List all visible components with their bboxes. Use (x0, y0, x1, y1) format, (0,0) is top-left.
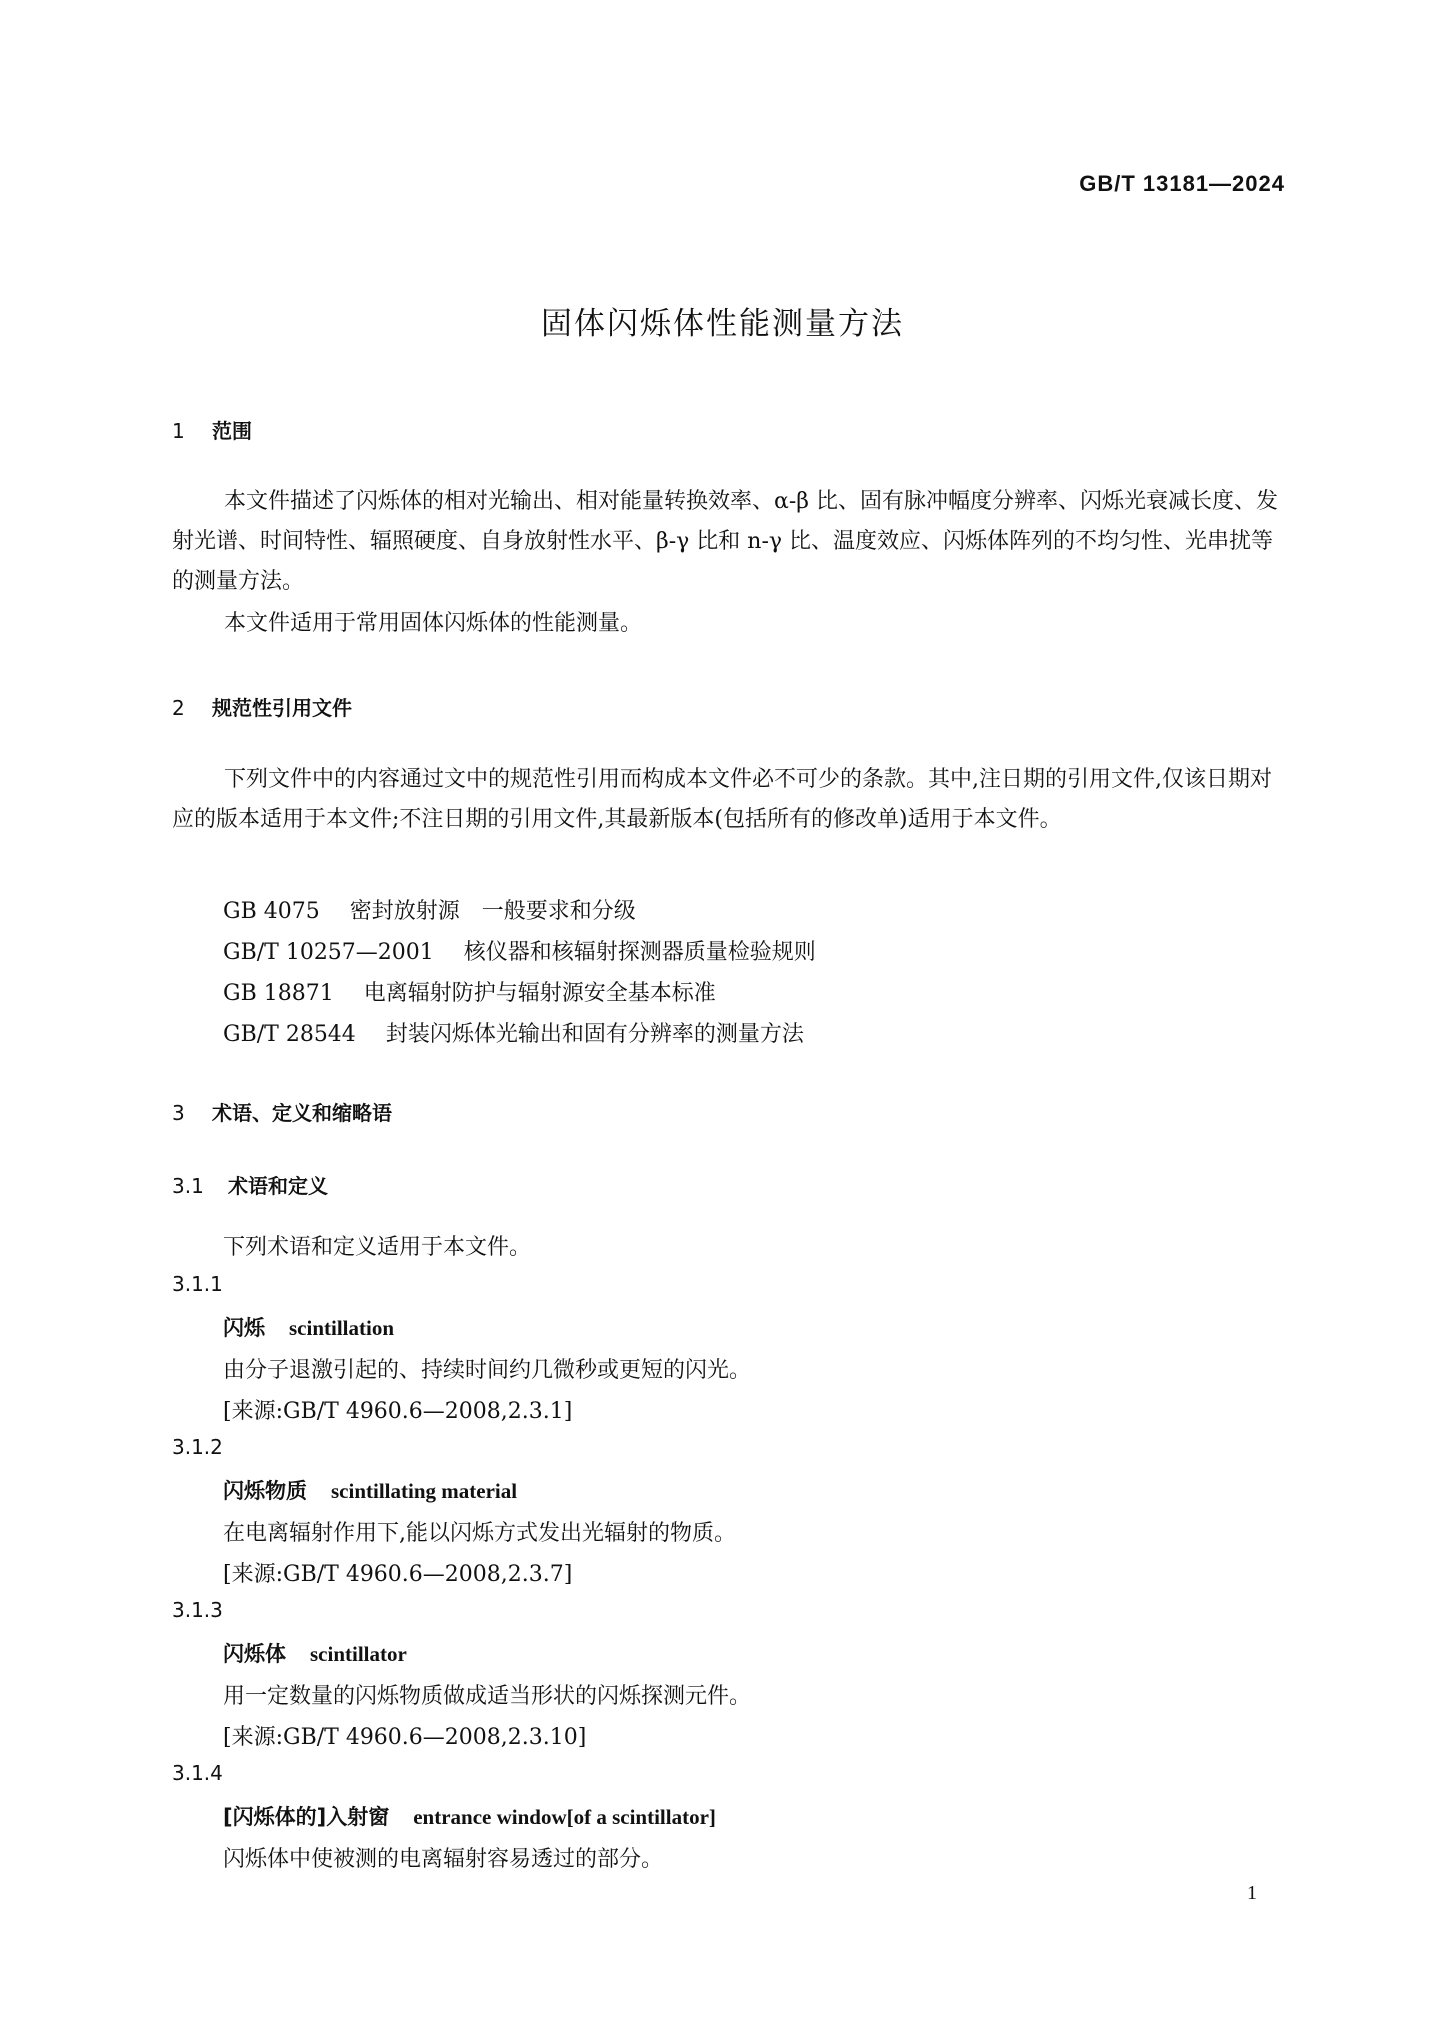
reference-title: 封装闪烁体光输出和固有分辨率的测量方法 (385, 1022, 804, 1047)
term-chinese: 闪烁物质 (223, 1479, 307, 1503)
reference-title: 核仪器和核辐射探测器质量检验规则 (463, 940, 816, 965)
subsection-intro: 下列术语和定义适用于本文件。 (223, 1235, 532, 1260)
term-definition: 在电离辐射作用下,能以闪烁方式发出光辐射的物质。 (223, 1521, 736, 1546)
subsection-number: 3.1 (172, 1174, 204, 1198)
subsection-3-1-heading (172, 1170, 328, 1199)
term-source: [来源:GB/T 4960.6—2008,2.3.7] (223, 1562, 573, 1587)
reference-code: GB/T 28544 (223, 1022, 356, 1047)
page-title: 固体闪烁体性能测量方法 (541, 306, 904, 342)
document-code: GB/T 13181—2024 (1079, 171, 1285, 196)
reference-title: 密封放射源 一般要求和分级 (349, 899, 636, 924)
term-source: [来源:GB/T 4960.6—2008,2.3.1] (223, 1399, 573, 1424)
section-2-paragraph-1: 下列文件中的内容通过文中的规范性引用而构成本文件必不可少的条款。其中,注日期的引用文件,仅该日期对应的版本适用于本文件;不注日期的引用文件,其最新版本(包括所有的修改单)适用于本文件。 (172, 767, 1272, 832)
term-definition: 用一定数量的闪烁物质做成适当形状的闪烁探测元件。 (223, 1684, 752, 1709)
term-heading (223, 1475, 517, 1505)
term-heading (223, 1638, 407, 1668)
reference-item (223, 894, 636, 925)
term-definition: 闪烁体中使被测的电离辐射容易透过的部分。 (223, 1847, 664, 1872)
section-title: 规范性引用文件 (212, 696, 352, 720)
term-english: scintillation (289, 1316, 395, 1340)
term-english: scintillating material (331, 1479, 518, 1503)
reference-item (223, 935, 816, 966)
reference-code: GB 18871 (223, 981, 334, 1006)
term-heading (223, 1801, 716, 1831)
section-number: 1 (172, 419, 185, 443)
term-number: 3.1.4 (172, 1761, 223, 1785)
subsection-title: 术语和定义 (228, 1174, 328, 1198)
term-chinese: [闪烁体的]入射窗 (223, 1805, 390, 1829)
term-english: scintillator (310, 1642, 407, 1666)
reference-code: GB 4075 (223, 899, 320, 924)
term-source: [来源:GB/T 4960.6—2008,2.3.10] (223, 1725, 587, 1750)
term-definition: 由分子退激引起的、持续时间约几微秒或更短的闪光。 (223, 1358, 752, 1383)
term-number: 3.1.1 (172, 1272, 223, 1296)
page-number: 1 (1247, 1882, 1257, 1904)
reference-item (223, 976, 716, 1007)
section-1-paragraph-1: 本文件描述了闪烁体的相对光输出、相对能量转换效率、α-β 比、固有脉冲幅度分辨率、闪烁光衰减长度、发射光谱、时间特性、辐照硬度、自身放射性水平、β-γ 比和 n-γ 比、温度效应、闪烁体阵列的不均匀性、光串扰等的测量方法。 (172, 489, 1279, 594)
reference-item (223, 1017, 804, 1048)
term-chinese: 闪烁 (223, 1316, 265, 1340)
reference-title: 电离辐射防护与辐射源安全基本标准 (363, 981, 716, 1006)
section-title: 范围 (212, 419, 252, 443)
section-number: 2 (172, 696, 185, 720)
term-number: 3.1.2 (172, 1435, 223, 1459)
section-2-heading (172, 692, 352, 721)
term-chinese: 闪烁体 (223, 1642, 286, 1666)
section-title: 术语、定义和缩略语 (212, 1101, 392, 1125)
term-number: 3.1.3 (172, 1598, 223, 1622)
term-heading (223, 1312, 394, 1342)
term-english: entrance window[of a scintillator] (413, 1805, 716, 1829)
section-3-heading (172, 1097, 392, 1126)
section-1-paragraph-2: 本文件适用于常用固体闪烁体的性能测量。 (224, 611, 643, 636)
reference-code: GB/T 10257—2001 (223, 940, 434, 965)
section-number: 3 (172, 1101, 185, 1125)
section-1-heading (172, 415, 252, 444)
